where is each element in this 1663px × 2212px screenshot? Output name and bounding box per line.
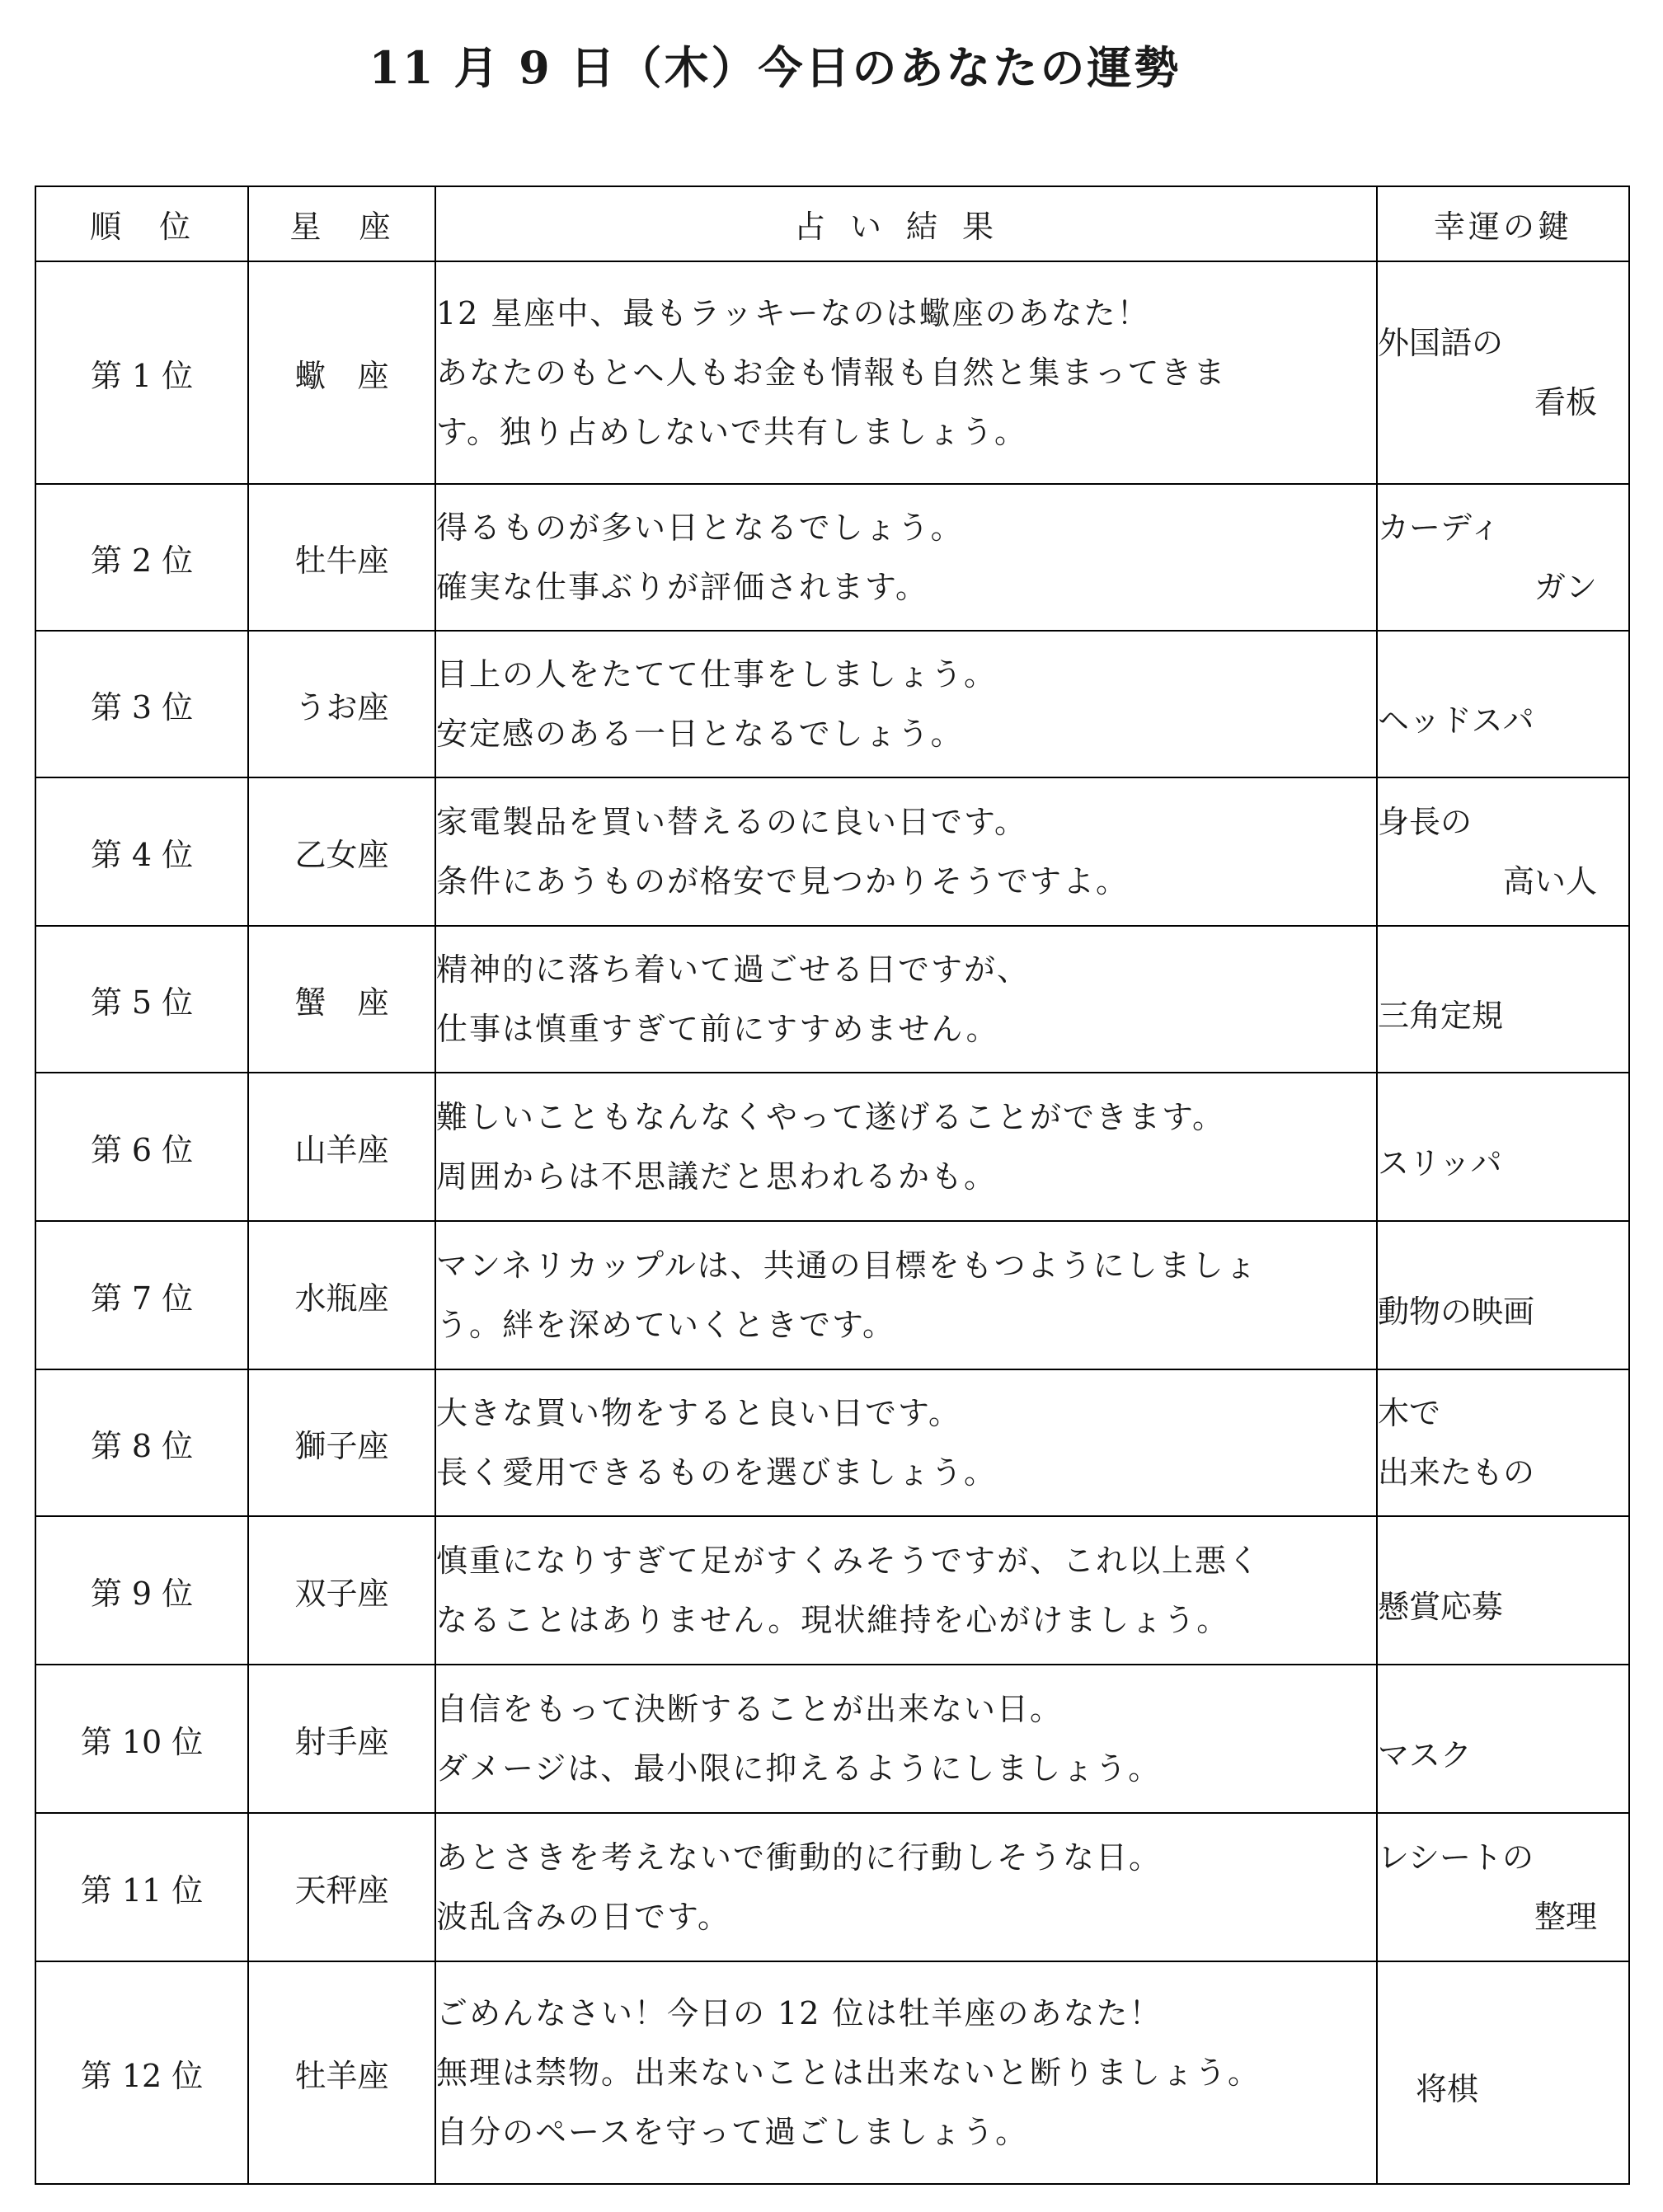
lucky-key-cell [1377,1369,1629,1516]
sign-cell: 牡牛座 [248,484,435,631]
table-row [35,1073,1629,1221]
table-row [35,1369,1629,1516]
table-row [35,926,1629,1073]
header-rank: 順 位 [35,186,248,261]
lucky-key-line: レシートの [1378,1839,1534,1876]
table-row [35,631,1629,777]
table-row [35,1665,1629,1813]
rank-cell: 第 12 位 [35,1961,248,2184]
sign-cell: 獅子座 [248,1369,435,1516]
table-row [35,777,1629,926]
result-line: 安定感のある一日となるでしょう。 [436,716,964,752]
lucky-key-cell [1377,1073,1629,1221]
result-line: 家電製品を買い替えるのに良い日です。 [436,804,1027,840]
result-line: 自信をもって決断することが出来ない日。 [436,1691,1064,1727]
result-line: 周囲からは不思議だと思われるかも。 [436,1158,998,1195]
result-line: 条件にあうものが格安で見つかりそうですよ。 [436,863,1130,899]
lucky-key-cell [1377,261,1629,484]
result-cell [435,1073,1377,1221]
lucky-key-line: カーディ [1378,510,1501,546]
lucky-key-cell [1377,631,1629,777]
result-cell [435,261,1377,484]
lucky-key-cell [1377,484,1629,631]
result-line: 目上の人をたてて仕事をしましょう。 [436,656,998,693]
rank-cell: 第 8 位 [35,1369,248,1516]
rank-cell: 第 3 位 [35,631,248,777]
rank-cell: 第 7 位 [35,1221,248,1369]
rank-cell: 第 9 位 [35,1516,248,1665]
lucky-key-line: 懸賞応募 [1378,1589,1504,1625]
lucky-key-line: 動物の映画 [1378,1294,1535,1330]
sign-cell: 乙女座 [248,777,435,926]
rank-cell: 第 2 位 [35,484,248,631]
result-cell [435,926,1377,1073]
sign-cell: 射手座 [248,1665,435,1813]
result-line: 12 星座中、最もラッキーなのは蠍座のあなた！ [436,295,1150,331]
result-line: 確実な仕事ぶりが評価されます。 [436,569,928,605]
table-body [35,261,1629,2184]
lucky-key-line: 高い人 [1502,863,1597,899]
result-line: 得るものが多い日となるでしょう。 [436,510,964,546]
result-line: 精神的に落ち着いて過ごせる日ですが、 [436,951,1031,988]
result-line: あとさきを考えないで衝動的に行動しそうな日。 [436,1839,1163,1876]
table-row [35,1961,1629,2184]
table-row [35,484,1629,631]
table-row [35,261,1629,484]
result-line: ダメージは、最小限に抑えるようにしましょう。 [436,1750,1162,1787]
sign-cell: 双子座 [248,1516,435,1665]
result-line: マンネリカップルは、共通の目標をもつようにしましょ [436,1247,1258,1284]
result-line: 無理は禁物。出来ないことは出来ないと断りましょう。 [436,2055,1261,2091]
header-result: 占い結果 [435,186,1377,261]
rank-cell: 第 1 位 [35,261,248,484]
result-cell [435,1516,1377,1665]
table-row [35,1516,1629,1665]
lucky-key-line: 出来たもの [1378,1454,1535,1491]
lucky-key-line: スリッパ [1378,1145,1502,1181]
rank-cell: 第 10 位 [35,1665,248,1813]
rank-cell: 第 4 位 [35,777,248,926]
result-cell [435,777,1377,926]
result-cell [435,484,1377,631]
result-cell [435,1961,1377,2184]
fortune-table [35,186,1630,2185]
result-line: なることはありません。現状維持を心がけましょう。 [436,1602,1230,1638]
result-cell [435,631,1377,777]
lucky-key-cell [1377,1516,1629,1665]
lucky-key-cell [1377,1665,1629,1813]
rank-cell: 第 11 位 [35,1813,248,1961]
lucky-key-cell [1377,777,1629,926]
sign-cell: 蟹 座 [248,926,435,1073]
sign-cell: 牡羊座 [248,1961,435,2184]
lucky-key-line: ヘッドスパ [1378,702,1534,739]
lucky-key-line: 整理 [1534,1899,1597,1935]
result-line: 難しいこともなんなくやって遂げることができます。 [436,1099,1225,1135]
result-cell [435,1813,1377,1961]
sign-cell: 天秤座 [248,1813,435,1961]
result-cell [435,1665,1377,1813]
lucky-key-line: 外国語の [1378,325,1504,361]
lucky-key-line: 看板 [1534,384,1597,420]
lucky-key-cell [1377,1813,1629,1961]
lucky-key-cell [1377,1961,1629,2184]
table-row [35,1221,1629,1369]
result-line: あなたのもとへ人もお金も情報も自然と集まってきま [436,355,1227,391]
header-sign: 星 座 [248,186,435,261]
sign-cell: 山羊座 [248,1073,435,1221]
lucky-key-line: 身長の [1378,804,1473,840]
lucky-key-line: 木で [1378,1395,1441,1431]
lucky-key-line: マスク [1378,1737,1473,1773]
result-line: す。独り占めしないで共有しましょう。 [436,414,1027,450]
lucky-key-line: 将棋 [1416,2071,1479,2107]
sign-cell: 水瓶座 [248,1221,435,1369]
lucky-key-line: 三角定規 [1378,998,1504,1034]
header-key: 幸運の鍵 [1377,186,1629,261]
result-line: 大きな買い物をすると良い日です。 [436,1395,961,1431]
table-row [35,1813,1629,1961]
sign-cell: うお座 [248,631,435,777]
sign-cell: 蠍 座 [248,261,435,484]
result-line: 自分のペースを守って過ごしましょう。 [436,2114,1029,2150]
lucky-key-cell [1377,926,1629,1073]
result-line: う。絆を深めていくときです。 [436,1307,895,1343]
result-line: ごめんなさい！今日の 12 位は牡羊座のあなた！ [436,1995,1163,2031]
result-cell [435,1221,1377,1369]
rank-cell: 第 5 位 [35,926,248,1073]
result-line: 長く愛用できるものを選びましょう。 [436,1454,998,1491]
result-line: 波乱含みの日です。 [436,1899,730,1935]
lucky-key-line: ガン [1534,569,1597,605]
result-line: 慎重になりすぎて足がすくみそうですが、これ以上悪く [436,1543,1261,1579]
result-cell [435,1369,1377,1516]
result-line: 仕事は慎重すぎて前にすすめません。 [436,1011,999,1047]
page-title: 11 月 9 日（木）今日のあなたの運勢 [369,41,1181,94]
table-header-row [35,186,1629,261]
rank-cell: 第 6 位 [35,1073,248,1221]
lucky-key-cell [1377,1221,1629,1369]
